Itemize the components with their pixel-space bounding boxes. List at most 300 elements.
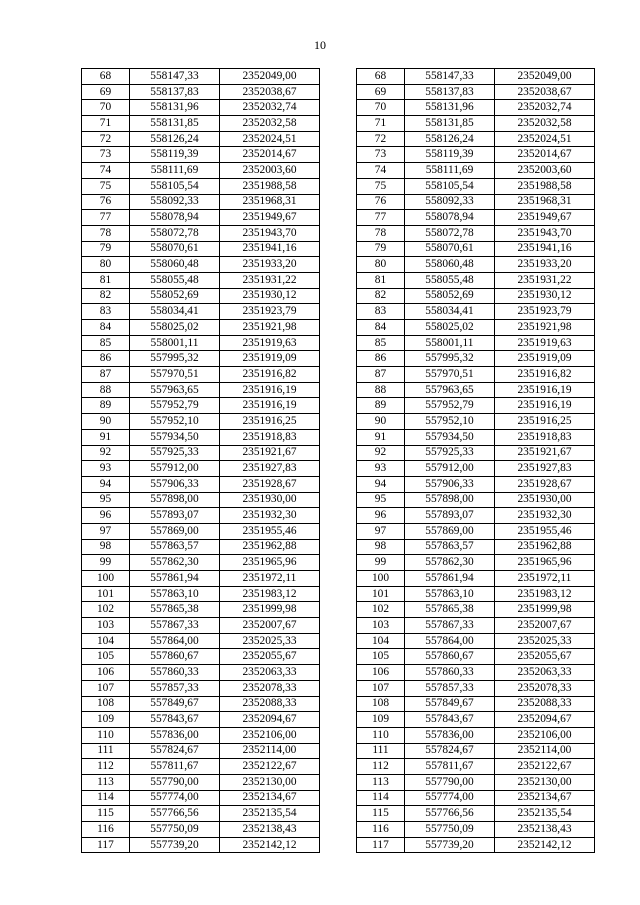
column-gap <box>320 665 357 681</box>
left-x-coordinate-cell: 557774,00 <box>130 790 220 806</box>
left-x-coordinate-cell: 557925,33 <box>130 445 220 461</box>
right-x-coordinate-cell: 557863,10 <box>405 586 495 602</box>
table-row <box>82 131 595 147</box>
right-y-coordinate-cell: 2352032,58 <box>495 116 595 132</box>
left-x-coordinate-cell: 557843,67 <box>130 712 220 728</box>
right-y-coordinate-cell: 2351999,98 <box>495 602 595 618</box>
column-gap <box>320 806 357 822</box>
left-x-coordinate-cell: 557849,67 <box>130 696 220 712</box>
left-point-number-cell: 80 <box>82 257 130 273</box>
right-x-coordinate-cell: 557906,33 <box>405 476 495 492</box>
left-point-number-cell: 89 <box>82 398 130 414</box>
column-gap <box>320 84 357 100</box>
right-x-coordinate-cell: 558137,83 <box>405 84 495 100</box>
column-gap <box>320 100 357 116</box>
table-row <box>82 743 595 759</box>
right-y-coordinate-cell: 2351931,22 <box>495 272 595 288</box>
right-point-number-cell: 112 <box>357 759 405 775</box>
left-x-coordinate-cell: 557861,94 <box>130 571 220 587</box>
left-x-coordinate-cell: 557995,32 <box>130 351 220 367</box>
right-point-number-cell: 117 <box>357 837 405 853</box>
table-row <box>82 680 595 696</box>
column-gap <box>320 116 357 132</box>
table-row <box>82 602 595 618</box>
left-x-coordinate-cell: 558052,69 <box>130 288 220 304</box>
right-point-number-cell: 108 <box>357 696 405 712</box>
column-gap <box>320 602 357 618</box>
right-point-number-cell: 97 <box>357 523 405 539</box>
left-y-coordinate-cell: 2352063,33 <box>220 665 320 681</box>
left-point-number-cell: 96 <box>82 508 130 524</box>
column-gap <box>320 320 357 336</box>
column-gap <box>320 210 357 226</box>
left-y-coordinate-cell: 2352122,67 <box>220 759 320 775</box>
left-point-number-cell: 115 <box>82 806 130 822</box>
right-x-coordinate-cell: 558001,11 <box>405 335 495 351</box>
table-row <box>82 414 595 430</box>
table-row <box>82 367 595 383</box>
column-gap <box>320 257 357 273</box>
column-gap <box>320 586 357 602</box>
right-y-coordinate-cell: 2352025,33 <box>495 633 595 649</box>
table-row <box>82 586 595 602</box>
table-row <box>82 100 595 116</box>
right-y-coordinate-cell: 2351949,67 <box>495 210 595 226</box>
left-point-number-cell: 85 <box>82 335 130 351</box>
right-point-number-cell: 114 <box>357 790 405 806</box>
right-point-number-cell: 106 <box>357 665 405 681</box>
right-y-coordinate-cell: 2351932,30 <box>495 508 595 524</box>
left-x-coordinate-cell: 558137,83 <box>130 84 220 100</box>
right-y-coordinate-cell: 2351916,19 <box>495 382 595 398</box>
right-point-number-cell: 102 <box>357 602 405 618</box>
left-x-coordinate-cell: 557862,30 <box>130 555 220 571</box>
column-gap <box>320 492 357 508</box>
left-point-number-cell: 109 <box>82 712 130 728</box>
table-row <box>82 147 595 163</box>
right-x-coordinate-cell: 558147,33 <box>405 69 495 85</box>
right-x-coordinate-cell: 558078,94 <box>405 210 495 226</box>
right-x-coordinate-cell: 558126,24 <box>405 131 495 147</box>
right-y-coordinate-cell: 2351918,83 <box>495 429 595 445</box>
right-point-number-cell: 111 <box>357 743 405 759</box>
right-y-coordinate-cell: 2352130,00 <box>495 774 595 790</box>
left-x-coordinate-cell: 557970,51 <box>130 367 220 383</box>
left-y-coordinate-cell: 2352130,00 <box>220 774 320 790</box>
left-x-coordinate-cell: 557963,65 <box>130 382 220 398</box>
left-point-number-cell: 116 <box>82 822 130 838</box>
right-x-coordinate-cell: 557934,50 <box>405 429 495 445</box>
right-point-number-cell: 84 <box>357 320 405 336</box>
left-point-number-cell: 93 <box>82 461 130 477</box>
left-x-coordinate-cell: 557790,00 <box>130 774 220 790</box>
right-y-coordinate-cell: 2351928,67 <box>495 476 595 492</box>
table-row <box>82 523 595 539</box>
column-gap <box>320 712 357 728</box>
right-point-number-cell: 72 <box>357 131 405 147</box>
left-y-coordinate-cell: 2352032,74 <box>220 100 320 116</box>
column-gap <box>320 696 357 712</box>
right-x-coordinate-cell: 557750,09 <box>405 822 495 838</box>
right-y-coordinate-cell: 2352114,00 <box>495 743 595 759</box>
table-row <box>82 555 595 571</box>
right-y-coordinate-cell: 2351965,96 <box>495 555 595 571</box>
left-point-number-cell: 79 <box>82 241 130 257</box>
left-x-coordinate-cell: 557893,07 <box>130 508 220 524</box>
left-x-coordinate-cell: 557811,67 <box>130 759 220 775</box>
right-x-coordinate-cell: 557790,00 <box>405 774 495 790</box>
left-y-coordinate-cell: 2352134,67 <box>220 790 320 806</box>
left-x-coordinate-cell: 557864,00 <box>130 633 220 649</box>
table-row <box>82 696 595 712</box>
right-point-number-cell: 107 <box>357 680 405 696</box>
right-point-number-cell: 71 <box>357 116 405 132</box>
left-y-coordinate-cell: 2351988,58 <box>220 178 320 194</box>
right-y-coordinate-cell: 2352142,12 <box>495 837 595 853</box>
table-row <box>82 539 595 555</box>
table-row <box>82 618 595 634</box>
table-row <box>82 822 595 838</box>
left-point-number-cell: 68 <box>82 69 130 85</box>
column-gap <box>320 649 357 665</box>
right-x-coordinate-cell: 558025,02 <box>405 320 495 336</box>
right-x-coordinate-cell: 558060,48 <box>405 257 495 273</box>
left-x-coordinate-cell: 558105,54 <box>130 178 220 194</box>
right-point-number-cell: 90 <box>357 414 405 430</box>
left-y-coordinate-cell: 2352114,00 <box>220 743 320 759</box>
right-y-coordinate-cell: 2352078,33 <box>495 680 595 696</box>
left-point-number-cell: 95 <box>82 492 130 508</box>
left-x-coordinate-cell: 558126,24 <box>130 131 220 147</box>
left-point-number-cell: 87 <box>82 367 130 383</box>
right-point-number-cell: 85 <box>357 335 405 351</box>
right-x-coordinate-cell: 557867,33 <box>405 618 495 634</box>
right-x-coordinate-cell: 557970,51 <box>405 367 495 383</box>
table-row <box>82 225 595 241</box>
table-row <box>82 116 595 132</box>
left-point-number-cell: 72 <box>82 131 130 147</box>
left-x-coordinate-cell: 557860,67 <box>130 649 220 665</box>
column-gap <box>320 367 357 383</box>
right-point-number-cell: 93 <box>357 461 405 477</box>
table-row <box>82 837 595 853</box>
column-gap <box>320 429 357 445</box>
left-point-number-cell: 108 <box>82 696 130 712</box>
right-point-number-cell: 116 <box>357 822 405 838</box>
column-gap <box>320 225 357 241</box>
left-point-number-cell: 94 <box>82 476 130 492</box>
column-gap <box>320 633 357 649</box>
left-point-number-cell: 112 <box>82 759 130 775</box>
right-point-number-cell: 70 <box>357 100 405 116</box>
right-point-number-cell: 88 <box>357 382 405 398</box>
right-x-coordinate-cell: 557865,38 <box>405 602 495 618</box>
left-point-number-cell: 111 <box>82 743 130 759</box>
left-y-coordinate-cell: 2352142,12 <box>220 837 320 853</box>
right-x-coordinate-cell: 557952,10 <box>405 414 495 430</box>
column-gap <box>320 508 357 524</box>
right-x-coordinate-cell: 557952,79 <box>405 398 495 414</box>
table-row <box>82 210 595 226</box>
left-point-number-cell: 114 <box>82 790 130 806</box>
table-row <box>82 759 595 775</box>
column-gap <box>320 288 357 304</box>
left-y-coordinate-cell: 2352032,58 <box>220 116 320 132</box>
right-y-coordinate-cell: 2351988,58 <box>495 178 595 194</box>
right-point-number-cell: 89 <box>357 398 405 414</box>
left-y-coordinate-cell: 2351932,30 <box>220 508 320 524</box>
left-y-coordinate-cell: 2351918,83 <box>220 429 320 445</box>
right-y-coordinate-cell: 2351916,19 <box>495 398 595 414</box>
left-x-coordinate-cell: 558147,33 <box>130 69 220 85</box>
left-x-coordinate-cell: 558131,85 <box>130 116 220 132</box>
right-y-coordinate-cell: 2351919,09 <box>495 351 595 367</box>
left-x-coordinate-cell: 558131,96 <box>130 100 220 116</box>
column-gap <box>320 398 357 414</box>
column-gap <box>320 523 357 539</box>
left-y-coordinate-cell: 2352138,43 <box>220 822 320 838</box>
right-point-number-cell: 78 <box>357 225 405 241</box>
column-gap <box>320 272 357 288</box>
left-point-number-cell: 117 <box>82 837 130 853</box>
left-x-coordinate-cell: 557836,00 <box>130 727 220 743</box>
right-x-coordinate-cell: 557864,00 <box>405 633 495 649</box>
left-x-coordinate-cell: 558034,41 <box>130 304 220 320</box>
right-x-coordinate-cell: 557863,57 <box>405 539 495 555</box>
right-y-coordinate-cell: 2352003,60 <box>495 163 595 179</box>
left-point-number-cell: 100 <box>82 571 130 587</box>
right-y-coordinate-cell: 2352014,67 <box>495 147 595 163</box>
right-x-coordinate-cell: 557811,67 <box>405 759 495 775</box>
right-y-coordinate-cell: 2351921,98 <box>495 320 595 336</box>
table-row <box>82 461 595 477</box>
right-point-number-cell: 68 <box>357 69 405 85</box>
right-x-coordinate-cell: 558052,69 <box>405 288 495 304</box>
left-y-coordinate-cell: 2352094,67 <box>220 712 320 728</box>
left-point-number-cell: 113 <box>82 774 130 790</box>
right-x-coordinate-cell: 557843,67 <box>405 712 495 728</box>
right-y-coordinate-cell: 2352138,43 <box>495 822 595 838</box>
column-gap <box>320 680 357 696</box>
right-x-coordinate-cell: 557869,00 <box>405 523 495 539</box>
column-gap <box>320 727 357 743</box>
left-x-coordinate-cell: 557869,00 <box>130 523 220 539</box>
column-gap <box>320 539 357 555</box>
table-row <box>82 163 595 179</box>
column-gap <box>320 774 357 790</box>
right-x-coordinate-cell: 558070,61 <box>405 241 495 257</box>
left-point-number-cell: 110 <box>82 727 130 743</box>
left-point-number-cell: 102 <box>82 602 130 618</box>
column-gap <box>320 335 357 351</box>
left-point-number-cell: 107 <box>82 680 130 696</box>
left-x-coordinate-cell: 558078,94 <box>130 210 220 226</box>
table-row <box>82 178 595 194</box>
page-number: 10 <box>314 38 326 52</box>
right-y-coordinate-cell: 2352088,33 <box>495 696 595 712</box>
left-y-coordinate-cell: 2352024,51 <box>220 131 320 147</box>
table-row <box>82 194 595 210</box>
left-point-number-cell: 106 <box>82 665 130 681</box>
column-gap <box>320 822 357 838</box>
right-y-coordinate-cell: 2352038,67 <box>495 84 595 100</box>
right-point-number-cell: 96 <box>357 508 405 524</box>
left-y-coordinate-cell: 2352106,00 <box>220 727 320 743</box>
left-point-number-cell: 82 <box>82 288 130 304</box>
right-point-number-cell: 83 <box>357 304 405 320</box>
right-point-number-cell: 98 <box>357 539 405 555</box>
table-row <box>82 335 595 351</box>
left-y-coordinate-cell: 2351921,98 <box>220 320 320 336</box>
right-x-coordinate-cell: 558111,69 <box>405 163 495 179</box>
left-point-number-cell: 104 <box>82 633 130 649</box>
column-gap <box>320 414 357 430</box>
right-x-coordinate-cell: 557925,33 <box>405 445 495 461</box>
column-gap <box>320 304 357 320</box>
right-x-coordinate-cell: 557862,30 <box>405 555 495 571</box>
left-x-coordinate-cell: 557906,33 <box>130 476 220 492</box>
right-y-coordinate-cell: 2351941,16 <box>495 241 595 257</box>
left-x-coordinate-cell: 557863,57 <box>130 539 220 555</box>
right-point-number-cell: 80 <box>357 257 405 273</box>
table-row <box>82 241 595 257</box>
left-y-coordinate-cell: 2352055,67 <box>220 649 320 665</box>
right-y-coordinate-cell: 2352024,51 <box>495 131 595 147</box>
right-y-coordinate-cell: 2351968,31 <box>495 194 595 210</box>
table-row <box>82 69 595 85</box>
left-y-coordinate-cell: 2351927,83 <box>220 461 320 477</box>
left-point-number-cell: 98 <box>82 539 130 555</box>
left-y-coordinate-cell: 2351943,70 <box>220 225 320 241</box>
table-row <box>82 476 595 492</box>
left-y-coordinate-cell: 2351955,46 <box>220 523 320 539</box>
left-x-coordinate-cell: 558119,39 <box>130 147 220 163</box>
left-y-coordinate-cell: 2351949,67 <box>220 210 320 226</box>
right-point-number-cell: 76 <box>357 194 405 210</box>
left-x-coordinate-cell: 557912,00 <box>130 461 220 477</box>
right-x-coordinate-cell: 558092,33 <box>405 194 495 210</box>
table-row <box>82 712 595 728</box>
left-y-coordinate-cell: 2351928,67 <box>220 476 320 492</box>
right-point-number-cell: 82 <box>357 288 405 304</box>
left-y-coordinate-cell: 2351965,96 <box>220 555 320 571</box>
left-point-number-cell: 88 <box>82 382 130 398</box>
table-row <box>82 445 595 461</box>
table-row <box>82 508 595 524</box>
right-point-number-cell: 115 <box>357 806 405 822</box>
table-row <box>82 288 595 304</box>
right-point-number-cell: 94 <box>357 476 405 492</box>
left-y-coordinate-cell: 2352003,60 <box>220 163 320 179</box>
left-point-number-cell: 81 <box>82 272 130 288</box>
right-point-number-cell: 95 <box>357 492 405 508</box>
left-y-coordinate-cell: 2351983,12 <box>220 586 320 602</box>
right-y-coordinate-cell: 2352032,74 <box>495 100 595 116</box>
left-x-coordinate-cell: 557766,56 <box>130 806 220 822</box>
right-y-coordinate-cell: 2351972,11 <box>495 571 595 587</box>
right-point-number-cell: 103 <box>357 618 405 634</box>
left-point-number-cell: 91 <box>82 429 130 445</box>
left-y-coordinate-cell: 2351923,79 <box>220 304 320 320</box>
left-point-number-cell: 101 <box>82 586 130 602</box>
right-point-number-cell: 74 <box>357 163 405 179</box>
left-point-number-cell: 78 <box>82 225 130 241</box>
left-x-coordinate-cell: 558025,02 <box>130 320 220 336</box>
left-point-number-cell: 75 <box>82 178 130 194</box>
left-y-coordinate-cell: 2352038,67 <box>220 84 320 100</box>
right-x-coordinate-cell: 558131,85 <box>405 116 495 132</box>
right-y-coordinate-cell: 2352106,00 <box>495 727 595 743</box>
left-x-coordinate-cell: 558072,78 <box>130 225 220 241</box>
right-y-coordinate-cell: 2351927,83 <box>495 461 595 477</box>
left-y-coordinate-cell: 2352078,33 <box>220 680 320 696</box>
left-x-coordinate-cell: 558070,61 <box>130 241 220 257</box>
left-y-coordinate-cell: 2351930,00 <box>220 492 320 508</box>
left-y-coordinate-cell: 2351916,25 <box>220 414 320 430</box>
right-y-coordinate-cell: 2351930,12 <box>495 288 595 304</box>
left-point-number-cell: 70 <box>82 100 130 116</box>
left-x-coordinate-cell: 557857,33 <box>130 680 220 696</box>
table-row <box>82 351 595 367</box>
left-y-coordinate-cell: 2351921,67 <box>220 445 320 461</box>
left-x-coordinate-cell: 557952,79 <box>130 398 220 414</box>
right-y-coordinate-cell: 2351983,12 <box>495 586 595 602</box>
right-point-number-cell: 99 <box>357 555 405 571</box>
column-gap <box>320 351 357 367</box>
right-point-number-cell: 113 <box>357 774 405 790</box>
left-x-coordinate-cell: 557750,09 <box>130 822 220 838</box>
right-point-number-cell: 101 <box>357 586 405 602</box>
table-row <box>82 665 595 681</box>
right-y-coordinate-cell: 2351916,82 <box>495 367 595 383</box>
column-gap <box>320 147 357 163</box>
table-row <box>82 727 595 743</box>
left-point-number-cell: 97 <box>82 523 130 539</box>
column-gap <box>320 445 357 461</box>
left-point-number-cell: 90 <box>82 414 130 430</box>
left-x-coordinate-cell: 557952,10 <box>130 414 220 430</box>
left-point-number-cell: 83 <box>82 304 130 320</box>
right-x-coordinate-cell: 558072,78 <box>405 225 495 241</box>
left-y-coordinate-cell: 2351919,09 <box>220 351 320 367</box>
table-row <box>82 257 595 273</box>
left-y-coordinate-cell: 2352049,00 <box>220 69 320 85</box>
left-point-number-cell: 84 <box>82 320 130 336</box>
column-gap <box>320 241 357 257</box>
left-point-number-cell: 103 <box>82 618 130 634</box>
left-point-number-cell: 105 <box>82 649 130 665</box>
table-row <box>82 304 595 320</box>
right-x-coordinate-cell: 558055,48 <box>405 272 495 288</box>
right-point-number-cell: 75 <box>357 178 405 194</box>
left-x-coordinate-cell: 557865,38 <box>130 602 220 618</box>
left-x-coordinate-cell: 558055,48 <box>130 272 220 288</box>
left-y-coordinate-cell: 2352007,67 <box>220 618 320 634</box>
left-point-number-cell: 92 <box>82 445 130 461</box>
left-y-coordinate-cell: 2352135,54 <box>220 806 320 822</box>
left-y-coordinate-cell: 2351931,22 <box>220 272 320 288</box>
left-y-coordinate-cell: 2351930,12 <box>220 288 320 304</box>
right-y-coordinate-cell: 2352135,54 <box>495 806 595 822</box>
right-x-coordinate-cell: 558034,41 <box>405 304 495 320</box>
right-point-number-cell: 86 <box>357 351 405 367</box>
right-x-coordinate-cell: 558119,39 <box>405 147 495 163</box>
left-point-number-cell: 69 <box>82 84 130 100</box>
right-y-coordinate-cell: 2351930,00 <box>495 492 595 508</box>
column-gap <box>320 382 357 398</box>
right-x-coordinate-cell: 557860,67 <box>405 649 495 665</box>
right-x-coordinate-cell: 557774,00 <box>405 790 495 806</box>
